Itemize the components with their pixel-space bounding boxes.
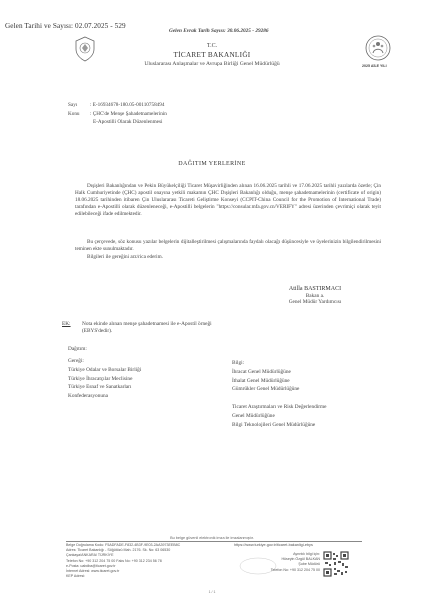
action-recipient-2: Türkiye İhracatçılar Meclisine [68,375,133,382]
info-recipients-label: Bilgi: [232,360,245,366]
distribution-label: Dağıtım: [68,346,87,352]
verification-url[interactable]: https://www.turkiye.gov.tr/ticaret-bakanligi-ebys [234,543,313,547]
action-recipients-label: Gereği: [68,358,84,364]
attachment-line-1: Nota ekinde alınan menşe şahadetnamesi ile e-Apostil örneği [82,321,212,327]
action-recipients [68,357,141,401]
footer-divider [66,541,362,542]
subject-key: Konu [68,111,80,117]
info-recipients [232,359,327,429]
ministry-title: TİCARET BAKANLIĞI [173,51,251,59]
info-recipient-5: Ticaret Araştırmaları ve Risk Değerlendirme [232,403,327,410]
attachment-text [82,321,212,335]
info-recipient-6: Genel Müdürlüğüne [232,412,275,419]
directorate-title: Uluslararası Anlaşmalar ve Avrupa Birliği Genel Müdürlüğü [144,61,280,67]
contact-intro: Ayrıntılı bilgi için: [293,552,320,556]
qr-code-icon [323,551,349,577]
header-tc: T.C. [206,43,218,49]
page-number: 1 / 1 [208,590,216,594]
info-recipient-2: İthalat Genel Müdürlüğüne [232,377,290,384]
attachment-label: EK: [62,321,71,327]
info-recipient-spacer [232,394,327,403]
signer-name: Atilla BASTIRMACI [288,286,342,292]
footer-email: e-Posta: uabdba@ticaret.gov.tr [66,563,116,568]
contact-title: Şube Müdürü [298,562,320,567]
family-year-logo-icon [365,35,391,61]
body-paragraph-2: Bu çerçevede, söz konusu yazılar belgelerin dijitalleştirilmesi çalışmalarında faydalı olacağı düşüncesiyle ve üyelerinizin bilgilendirilmesini teminen ekte sunulmaktadır. [75,239,381,253]
footer-web: İnternet Adresi: www.ticaret.gov.tr [66,569,120,574]
footer-contact-person [250,552,320,573]
action-recipient-1: Türkiye Odalar ve Borsalar Birliği [68,366,142,373]
verification-code: Belge Doğrulama Kodu: F5ADFADE-F832-4B3F-9E03-2AA3973EEB8C [66,543,181,547]
signer-block [275,286,355,306]
contact-phone: Telefon No: +90 312 204 75 00 [270,567,320,572]
esign-note: Bu belge güvenli elektronik imza ile imzalanmıştır. [170,536,254,540]
subject-value-line2: E-Apostilli Olarak Düzenlenmesi [93,119,163,125]
action-recipient-4: Konfederasyonuna [68,393,109,400]
signer-on-behalf: Bakan a. [305,292,325,299]
footer-phone: Telefon No: +90 312 204 75 00 Faks No: +90 312 234 56 78 [66,558,162,563]
info-recipient-3: Gümrükler Genel Müdürlüğüne [232,386,300,393]
distribution-title: DAĞITIM YERLERİNE [178,161,246,167]
footer-city: Çankaya/ANKARA/ TÜRKİYE [66,553,114,558]
body-paragraph-1: Dışişleri Bakanlığından ve Pekin Büyükelçiliği Ticaret Müşavirliğinden alınan 16.06.2025 tarihli ve 17.06.2025 tarihli yazılarda özetle; Çin Halk Cumhuriyetinde (ÇHC) apostil onayına yetkili makamın ÇHC Dışişleri Bakanlığı olduğu, menşe şahadetnamelerinin (certificate of origin) 18.06.2025 tarihinden itibaren Çin Uluslararası Ticareti Geliştirme Konseyi (CCPIT-China Council for the Promotion of International Trade) tarafından e-Apostilli olarak düzenleneceği, e-Apostilli belgelerin "https://consular.mfa.gov.cn/VERIFY" adresi üzerinden çevrimiçi olarak teyit edilebileceği ifade edilmektedir. [75,183,381,218]
footer-kep: KEP Adresi: [66,574,86,579]
footer-contact [66,543,216,579]
document-number-key: Sayı [68,102,78,108]
incoming-date-stamp: Gelen Tarihi ve Sayısı: 02.07.2025 - 529 [5,22,126,30]
footer-address: Adres: Ticaret Bakanlığı - Söğütözü Mah. 2176. Sk. No: 63 06530 [66,548,171,553]
info-recipient-7: Bilgi Teknolojileri Genel Müdürlüğüne [232,421,316,428]
family-year-label: 2025 AİLE YILI [362,64,387,68]
incoming-document-stamp: Gelen Evrak Tarih Sayısı: 30.06.2025 - 29286 [169,28,269,34]
document-number-row [68,102,164,108]
info-recipient-1: İhracat Genel Müdürlüğüne [232,368,291,375]
subject-value-line1: : ÇHC'de Menşe Şahadetnamelerinin [90,111,167,117]
subject-row [68,111,167,117]
action-recipient-3: Türkiye Esnaf ve Sanatkarları [68,384,132,391]
contact-name: Hüseyin Özgül BALKAN [281,557,320,562]
body-paragraph-3: Bilgileri ile gereğini arz/rica ederim. [87,254,163,260]
attachment-line-2: (EBYS'dedir). [82,328,113,334]
signer-title: Genel Müdür Yardımcısı [288,299,342,306]
document-number-value: : E-16934678-180.05-00110758494 [90,102,165,108]
